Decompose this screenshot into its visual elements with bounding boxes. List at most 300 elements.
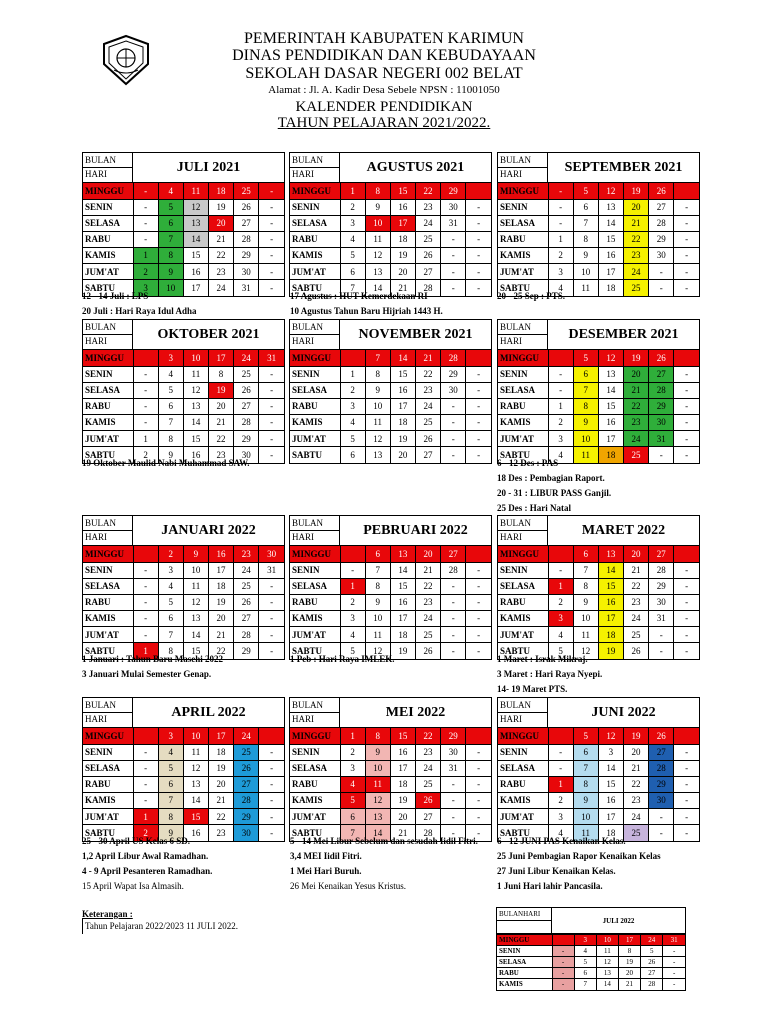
day-name: KAMIS: [498, 792, 548, 808]
day-row: [83, 808, 284, 824]
day-name: RABU: [290, 398, 340, 414]
date-cell: -: [674, 744, 699, 760]
date-cell: -: [466, 760, 491, 776]
bulan-label: BULAN: [500, 518, 531, 528]
school-name: SEKOLAH DASAR NEGERI 002 BELAT: [245, 65, 523, 82]
date-cell: 6: [365, 546, 390, 562]
day-name: SABTU: [498, 825, 548, 841]
day-name: SABTU: [498, 643, 548, 659]
date-cell: 25: [415, 414, 440, 430]
date-cell: 1: [548, 231, 573, 247]
date-cell: 24: [415, 610, 440, 626]
date-cell: -: [259, 183, 284, 199]
date-cell: [674, 546, 699, 562]
day-name: SABTU: [498, 280, 548, 296]
date-cell: 26: [415, 792, 440, 808]
day-name: SABTU: [83, 643, 133, 659]
calendar-table: [290, 546, 491, 659]
date-cell: 29: [649, 776, 674, 792]
date-cell: 29: [649, 398, 674, 414]
date-cell: 10: [365, 610, 390, 626]
calendar-table: [83, 546, 284, 659]
date-cell: 30: [649, 414, 674, 430]
government-name: PEMERINTAH KABUPATEN KARIMUN: [244, 30, 524, 47]
date-cell: 13: [365, 808, 390, 824]
date-cell: 27: [415, 447, 440, 463]
day-name: SELASA: [290, 578, 340, 594]
date-cell: 8: [365, 366, 390, 382]
hari-label: HARI: [85, 532, 107, 542]
date-cell: 16: [183, 263, 208, 279]
date-cell: -: [133, 792, 158, 808]
date-cell: 31: [649, 610, 674, 626]
note: 15 April Wapat Isa Almasih.: [82, 881, 184, 891]
day-name: RABU: [290, 231, 340, 247]
day-name: MINGGU: [498, 546, 548, 562]
date-cell: 11: [573, 447, 598, 463]
date-cell: 19: [390, 247, 415, 263]
day-row: [498, 626, 699, 642]
date-cell: 8: [365, 578, 390, 594]
date-cell: -: [466, 263, 491, 279]
date-cell: 20: [623, 546, 648, 562]
note: 17 Agustus : HUT Kemerdekaan RI: [290, 291, 428, 301]
date-cell: 23: [208, 263, 233, 279]
day-name: JUM'AT: [290, 626, 340, 642]
date-cell: 27: [415, 808, 440, 824]
day-row: [290, 366, 491, 382]
date-cell: 4: [158, 578, 183, 594]
date-cell: 9: [183, 546, 208, 562]
date-cell: 12: [598, 728, 623, 744]
date-cell: 19: [623, 728, 648, 744]
date-cell: -: [674, 382, 699, 398]
calendar-title: MEI 2022: [385, 705, 446, 720]
date-cell: 8: [158, 808, 183, 824]
date-cell: [466, 183, 491, 199]
date-cell: 14: [596, 979, 618, 990]
date-cell: 28: [649, 382, 674, 398]
date-cell: -: [133, 610, 158, 626]
date-cell: -: [649, 263, 674, 279]
date-cell: 6: [340, 808, 365, 824]
date-cell: 8: [573, 398, 598, 414]
date-cell: -: [649, 808, 674, 824]
date-cell: 19: [208, 199, 233, 215]
date-cell: 31: [259, 350, 284, 366]
date-cell: -: [674, 280, 699, 296]
day-row: [498, 183, 699, 199]
date-cell: 14: [183, 231, 208, 247]
date-cell: 29: [234, 643, 259, 659]
date-cell: 22: [623, 578, 648, 594]
date-cell: 19: [598, 643, 623, 659]
note: 1 Peb : Hari Raya IMLEK.: [290, 654, 395, 664]
day-name: SELASA: [83, 382, 133, 398]
date-cell: -: [552, 957, 574, 968]
date-cell: 28: [234, 626, 259, 642]
date-cell: 10: [573, 808, 598, 824]
date-cell: 3: [548, 610, 573, 626]
date-cell: 13: [183, 610, 208, 626]
note: 1 Januari : Tahun Baru Masehi 2022: [82, 654, 224, 664]
date-cell: -: [259, 280, 284, 296]
date-cell: -: [552, 979, 574, 990]
date-cell: 10: [365, 215, 390, 231]
day-row: [498, 776, 699, 792]
date-cell: -: [466, 562, 491, 578]
day-row: [498, 578, 699, 594]
day-name: MINGGU: [83, 546, 133, 562]
calendar-month: [497, 697, 700, 842]
date-cell: 4: [158, 366, 183, 382]
date-cell: -: [441, 610, 466, 626]
date-cell: 18: [598, 626, 623, 642]
date-cell: -: [674, 776, 699, 792]
date-cell: 2: [133, 825, 158, 841]
calendar-table: [83, 350, 284, 463]
date-cell: -: [259, 626, 284, 642]
date-cell: 27: [649, 199, 674, 215]
date-cell: 30: [234, 447, 259, 463]
date-cell: 24: [641, 935, 663, 946]
date-cell: 3: [158, 562, 183, 578]
date-cell: 20: [415, 546, 440, 562]
date-cell: 25: [234, 366, 259, 382]
date-cell: 22: [623, 231, 648, 247]
day-row: [498, 215, 699, 231]
date-cell: 9: [573, 594, 598, 610]
day-name: JUM'AT: [498, 808, 548, 824]
day-name: SELASA: [290, 382, 340, 398]
date-cell: 30: [441, 382, 466, 398]
date-cell: 8: [208, 366, 233, 382]
date-cell: 11: [365, 626, 390, 642]
date-cell: -: [466, 199, 491, 215]
calendar-title: JANUARI 2022: [161, 523, 256, 538]
date-cell: 27: [234, 776, 259, 792]
date-cell: 6: [573, 199, 598, 215]
day-row: [83, 626, 284, 642]
date-cell: -: [259, 578, 284, 594]
calendar-title: APRIL 2022: [171, 705, 246, 720]
date-cell: 7: [158, 231, 183, 247]
date-cell: 29: [441, 366, 466, 382]
date-cell: 14: [183, 792, 208, 808]
date-cell: 31: [441, 760, 466, 776]
date-cell: 16: [183, 825, 208, 841]
date-cell: 9: [158, 447, 183, 463]
date-cell: 28: [649, 760, 674, 776]
date-cell: 7: [158, 792, 183, 808]
date-cell: 31: [234, 280, 259, 296]
date-cell: 25: [415, 231, 440, 247]
date-cell: 17: [208, 562, 233, 578]
day-name: RABU: [83, 776, 133, 792]
bulan-label: BULAN: [292, 322, 323, 332]
day-name: SELASA: [83, 760, 133, 776]
date-cell: -: [466, 366, 491, 382]
date-cell: 28: [641, 979, 663, 990]
date-cell: 28: [415, 280, 440, 296]
day-name: SENIN: [290, 744, 340, 760]
date-cell: -: [466, 447, 491, 463]
date-cell: 1: [340, 183, 365, 199]
day-name: MINGGU: [498, 350, 548, 366]
date-cell: 20: [618, 968, 640, 979]
date-cell: -: [259, 215, 284, 231]
day-name: KAMIS: [83, 414, 133, 430]
date-cell: -: [133, 594, 158, 610]
date-cell: 19: [390, 430, 415, 446]
date-cell: 15: [183, 247, 208, 263]
day-row: [290, 199, 491, 215]
date-cell: 15: [183, 808, 208, 824]
date-cell: 14: [390, 350, 415, 366]
date-cell: 22: [415, 183, 440, 199]
date-cell: 15: [183, 643, 208, 659]
date-cell: 21: [390, 825, 415, 841]
day-name: RABU: [498, 594, 548, 610]
day-name: MINGGU: [290, 350, 340, 366]
day-name: MINGGU: [290, 546, 340, 562]
day-row: [290, 744, 491, 760]
hari-label: HARI: [500, 532, 522, 542]
date-cell: 22: [623, 776, 648, 792]
date-cell: 22: [415, 728, 440, 744]
date-cell: -: [674, 626, 699, 642]
date-cell: 21: [618, 979, 640, 990]
date-cell: 14: [390, 562, 415, 578]
date-cell: 14: [183, 626, 208, 642]
note: 25 - 30 April US Kelas 6 SD.: [82, 836, 191, 846]
date-cell: 11: [365, 231, 390, 247]
date-cell: 18: [390, 626, 415, 642]
date-cell: 19: [618, 957, 640, 968]
date-cell: 19: [208, 382, 233, 398]
date-cell: 19: [623, 183, 648, 199]
date-cell: -: [649, 447, 674, 463]
date-cell: 23: [623, 247, 648, 263]
date-cell: 18: [598, 447, 623, 463]
day-name: KAMIS: [290, 610, 340, 626]
date-cell: 10: [158, 280, 183, 296]
calendar-month: [82, 697, 285, 842]
date-cell: 11: [365, 776, 390, 792]
date-cell: -: [441, 776, 466, 792]
date-cell: 16: [183, 447, 208, 463]
date-cell: -: [548, 183, 573, 199]
note: 1 Maret : Israk Mikraj.: [497, 654, 588, 664]
date-cell: -: [441, 792, 466, 808]
date-cell: 5: [158, 382, 183, 398]
date-cell: 1: [548, 776, 573, 792]
day-row: [83, 382, 284, 398]
date-cell: 26: [415, 430, 440, 446]
day-row: [290, 247, 491, 263]
date-cell: 3: [598, 744, 623, 760]
date-cell: 25: [623, 280, 648, 296]
date-cell: 5: [574, 957, 596, 968]
note: 1,2 April Libur Awal Ramadhan.: [82, 851, 209, 861]
date-cell: 23: [415, 199, 440, 215]
date-cell: 5: [340, 643, 365, 659]
date-cell: 16: [390, 744, 415, 760]
day-name: MINGGU: [290, 183, 340, 199]
day-row: [498, 414, 699, 430]
date-cell: [674, 183, 699, 199]
date-cell: 20: [208, 215, 233, 231]
date-cell: -: [441, 414, 466, 430]
date-cell: -: [441, 626, 466, 642]
hari-label: HARI: [85, 714, 107, 724]
date-cell: 26: [649, 728, 674, 744]
date-cell: 22: [623, 398, 648, 414]
date-cell: -: [259, 776, 284, 792]
date-cell: 18: [598, 280, 623, 296]
date-cell: -: [552, 968, 574, 979]
date-cell: 21: [623, 215, 648, 231]
date-cell: 29: [234, 808, 259, 824]
date-cell: 13: [183, 215, 208, 231]
day-row: [290, 350, 491, 366]
date-cell: 7: [158, 414, 183, 430]
date-cell: -: [133, 183, 158, 199]
date-cell: -: [548, 199, 573, 215]
date-cell: 28: [649, 215, 674, 231]
calendar-title: PEBRUARI 2022: [363, 523, 468, 538]
date-cell: 25: [415, 626, 440, 642]
date-cell: 30: [259, 546, 284, 562]
calendar-title: OKTOBER 2021: [157, 327, 260, 342]
bulan-label: BULAN: [292, 155, 323, 165]
date-cell: -: [674, 808, 699, 824]
date-cell: 5: [573, 350, 598, 366]
date-cell: 17: [598, 610, 623, 626]
date-cell: 23: [623, 414, 648, 430]
date-cell: 7: [573, 562, 598, 578]
day-name: RABU: [498, 776, 548, 792]
day-row: [497, 968, 685, 979]
day-row: [290, 231, 491, 247]
date-cell: 5: [158, 199, 183, 215]
date-cell: -: [441, 398, 466, 414]
department-name: DINAS PENDIDIKAN DAN KEBUDAYAAN: [232, 47, 536, 64]
date-cell: -: [441, 447, 466, 463]
date-cell: 19: [208, 594, 233, 610]
date-cell: [552, 935, 574, 946]
date-cell: -: [133, 760, 158, 776]
date-cell: 30: [649, 792, 674, 808]
day-row: [83, 199, 284, 215]
date-cell: 25: [623, 626, 648, 642]
date-cell: 21: [208, 231, 233, 247]
date-cell: 9: [365, 744, 390, 760]
date-cell: 27: [234, 215, 259, 231]
calendar-table: [498, 183, 699, 296]
day-row: [498, 247, 699, 263]
date-cell: 2: [133, 447, 158, 463]
day-row: [83, 430, 284, 446]
date-cell: 29: [234, 247, 259, 263]
date-cell: 31: [259, 562, 284, 578]
day-name: SENIN: [290, 562, 340, 578]
date-cell: 15: [598, 398, 623, 414]
date-cell: 2: [158, 546, 183, 562]
date-cell: 3: [548, 263, 573, 279]
day-name: SENIN: [83, 562, 133, 578]
date-cell: 15: [598, 776, 623, 792]
date-cell: 23: [208, 825, 233, 841]
date-cell: -: [674, 398, 699, 414]
date-cell: -: [674, 247, 699, 263]
hari-label: HARI: [85, 336, 107, 346]
date-cell: -: [674, 610, 699, 626]
calendar-title: DESEMBER 2021: [568, 327, 679, 342]
day-name: JUM'AT: [498, 263, 548, 279]
day-row: [290, 610, 491, 626]
date-cell: 6: [340, 447, 365, 463]
date-cell: -: [441, 808, 466, 824]
day-name: KAMIS: [290, 247, 340, 263]
date-cell: 18: [208, 183, 233, 199]
date-cell: 1: [548, 398, 573, 414]
date-cell: 20: [208, 398, 233, 414]
day-name: RABU: [290, 776, 340, 792]
date-cell: 28: [649, 562, 674, 578]
day-name: KAMIS: [498, 247, 548, 263]
hari-label: HARI: [500, 169, 522, 179]
date-cell: 30: [234, 825, 259, 841]
date-cell: 30: [234, 263, 259, 279]
day-name: SENIN: [498, 199, 548, 215]
day-name: RABU: [498, 231, 548, 247]
calendar-table: [290, 350, 491, 463]
hari-label: HARI: [292, 714, 314, 724]
date-cell: 6: [158, 398, 183, 414]
date-cell: 10: [183, 562, 208, 578]
date-cell: 12: [365, 430, 390, 446]
date-cell: -: [259, 643, 284, 659]
note: 14- 19 Maret PTS.: [497, 684, 568, 694]
calendar-month: [82, 319, 285, 464]
date-cell: 15: [183, 430, 208, 446]
day-name: MINGGU: [290, 728, 340, 744]
date-cell: -: [466, 280, 491, 296]
date-cell: 26: [234, 382, 259, 398]
date-cell: 25: [234, 578, 259, 594]
date-cell: 21: [390, 280, 415, 296]
date-cell: 3: [574, 935, 596, 946]
date-cell: 16: [598, 247, 623, 263]
hari-label: HARI: [523, 910, 541, 918]
date-cell: 29: [441, 183, 466, 199]
date-cell: 3: [548, 808, 573, 824]
day-row: [290, 398, 491, 414]
date-cell: 29: [649, 231, 674, 247]
hari-label: HARI: [500, 714, 522, 724]
date-cell: 22: [415, 578, 440, 594]
date-cell: 25: [623, 825, 648, 841]
date-cell: 26: [623, 643, 648, 659]
day-row: [83, 398, 284, 414]
day-row: [497, 957, 685, 968]
date-cell: -: [466, 808, 491, 824]
calendar-title: AGUSTUS 2021: [366, 160, 465, 175]
day-row: [83, 546, 284, 562]
day-row: [290, 728, 491, 744]
day-row: [83, 776, 284, 792]
